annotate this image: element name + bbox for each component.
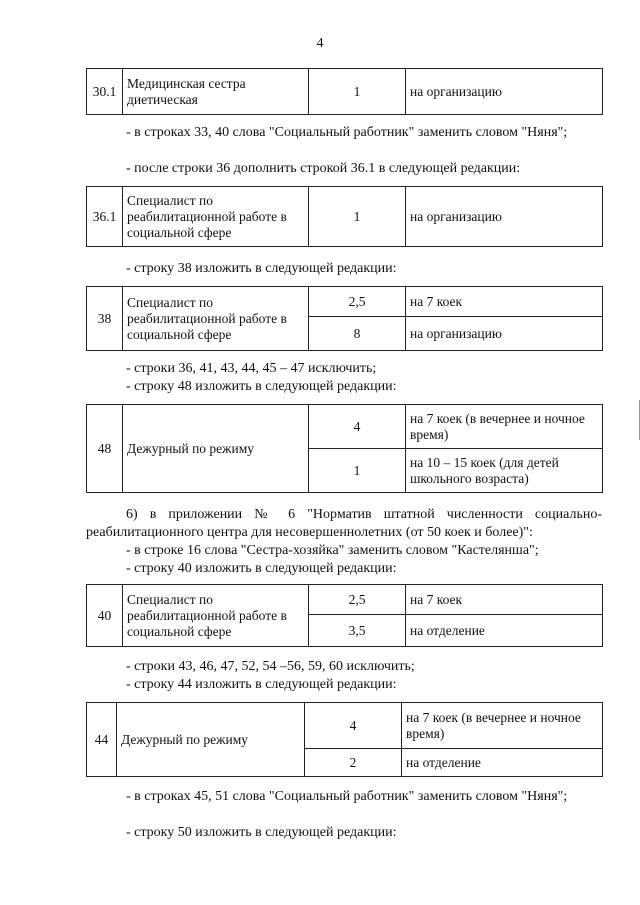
position-name: Специалист по реабилитационной работе в социальной сфере — [123, 585, 309, 647]
staff-value: 1 — [309, 449, 406, 493]
staff-unit: на 7 коек (в вечернее и ночное время) — [406, 405, 603, 449]
position-name: Специалист по реабилитационной работе в социальной сфере — [123, 187, 309, 247]
paragraph: - после строки 36 дополнить строкой 36.1 в следующей редакции: — [126, 161, 521, 176]
page-number: 4 — [316, 36, 324, 51]
staff-value: 2,5 — [309, 287, 406, 317]
staff-value: 1 — [309, 69, 406, 115]
staff-value: 2,5 — [309, 585, 406, 615]
staff-value: 8 — [309, 317, 406, 351]
paragraph: - строку 38 изложить в следующей редакции: — [126, 261, 397, 276]
staff-value: 3,5 — [309, 615, 406, 647]
position-name: Дежурный по режиму — [117, 703, 305, 777]
paragraph: - строку 50 изложить в следующей редакции: — [126, 825, 397, 840]
paragraph: - строку 40 изложить в следующей редакции: — [126, 561, 397, 576]
paragraph: - строку 44 изложить в следующей редакции: — [126, 677, 397, 692]
table-row-44 — [86, 702, 603, 777]
paragraph: - в строках 45, 51 слова "Социальный работник" заменить словом "Няня"; — [126, 789, 568, 804]
staff-unit: на 7 коек (в вечернее и ночное время) — [402, 703, 603, 749]
staff-unit: на организацию — [406, 69, 603, 115]
paragraph: - в строках 33, 40 слова "Социальный работник" заменить словом "Няня"; — [126, 125, 568, 140]
staff-unit: на 10 – 15 коек (для детей школьного возраста) — [406, 449, 603, 493]
row-number: 44 — [87, 703, 117, 777]
row-number: 38 — [87, 287, 123, 351]
staff-value: 4 — [309, 405, 406, 449]
row-number: 40 — [87, 585, 123, 647]
paragraph: - в строке 16 слова "Сестра-хозяйка" заменить словом "Кастелянша"; — [126, 543, 539, 558]
row-number: 30.1 — [87, 69, 123, 115]
position-name: Дежурный по режиму — [123, 405, 309, 493]
staff-unit: на организацию — [406, 317, 603, 351]
paragraph: - строки 43, 46, 47, 52, 54 –56, 59, 60 исключить; — [126, 659, 415, 674]
staff-value: 2 — [305, 749, 402, 777]
paragraph: - строку 48 изложить в следующей редакции: — [126, 379, 397, 394]
paragraph: - строки 36, 41, 43, 44, 45 – 47 исключить; — [126, 361, 377, 376]
table-row-36-1 — [86, 186, 603, 247]
staff-unit: на отделение — [406, 615, 603, 647]
position-name: Медицинская сестра диетическая — [123, 69, 309, 115]
paragraph: 6) в приложении № 6 "Норматив штатной численности социально-реабилитационного центра для несовершеннолетних (от 50 коек и более)": — [86, 507, 602, 540]
table-row-40 — [86, 584, 603, 647]
row-number: 48 — [87, 405, 123, 493]
staff-unit: на отделение — [402, 749, 603, 777]
table-row-38 — [86, 286, 603, 351]
row-number: 36.1 — [87, 187, 123, 247]
staff-value: 1 — [309, 187, 406, 247]
staff-unit: на организацию — [406, 187, 603, 247]
staff-unit: на 7 коек — [406, 585, 603, 615]
staff-value: 4 — [305, 703, 402, 749]
position-name: Специалист по реабилитационной работе в социальной сфере — [123, 287, 309, 351]
staff-unit: на 7 коек — [406, 287, 603, 317]
table-row-48 — [86, 404, 603, 493]
table-row-30-1 — [86, 68, 603, 115]
